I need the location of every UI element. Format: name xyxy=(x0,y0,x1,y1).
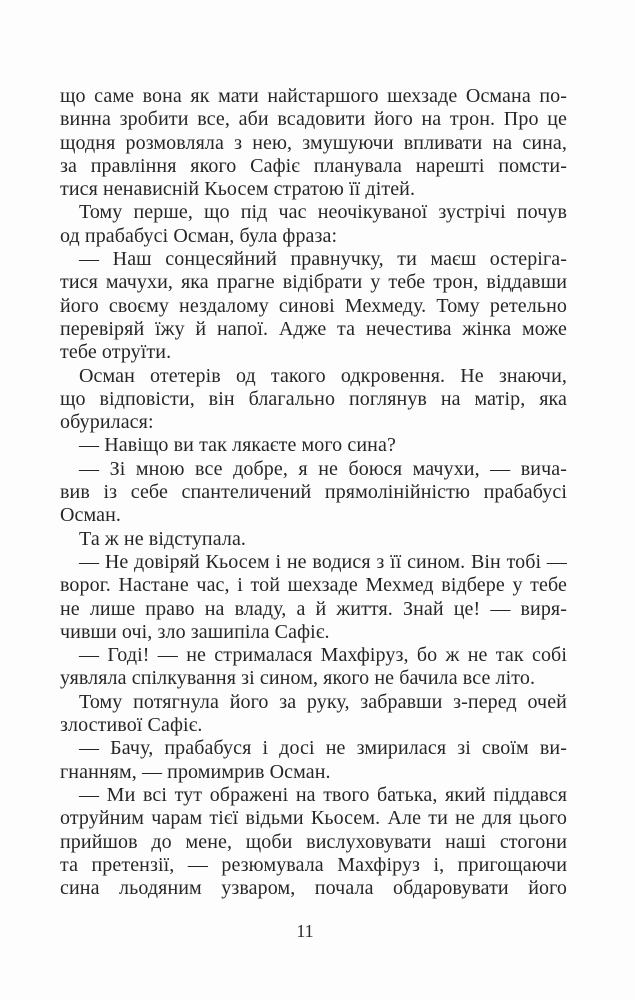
text-line: сина льодяним узваром, почала обдаровувати його xyxy=(60,877,567,900)
text-line: гнанням, — промимрив Осман. xyxy=(60,760,331,783)
text-line: тебе отруїти. xyxy=(60,341,172,364)
text-line: вив із себе спантеличений прямолінійністю прабабусі xyxy=(60,481,567,504)
text-line: що відповісти, він благально поглянув на матір, яка xyxy=(60,387,567,410)
text-line: уявляла спілкування зі сином, якого не бачила все літо. xyxy=(60,667,536,690)
text-line: — Ми всі тут ображені на твого батька, який піддався xyxy=(79,783,567,806)
text-line: Осман отетерів од такого одкровення. Не знаючи, xyxy=(79,364,567,387)
text-line: — Годі! — не стрималася Махфіруз, бо ж не так собі xyxy=(79,644,567,667)
page-number: 11 xyxy=(296,921,314,941)
text-line: Тому перше, що під час неочікуваної зустрічі почув xyxy=(79,201,567,224)
text-line: отруйним чарам тієї відьми Кьосем. Але ти не для цього xyxy=(60,807,567,830)
text-line: Осман. xyxy=(60,504,122,527)
text-line: що саме вона як мати найстаршого шехзаде Османа по- xyxy=(60,85,567,107)
text-line: перевіряй їжу й напої. Адже та нечестива жінка може xyxy=(60,317,567,340)
text-line: тися ненависній Кьосем стратою її дітей. xyxy=(60,178,416,201)
text-line: та претензії, — резюмувала Махфіруз і, пригощаючи xyxy=(60,853,567,876)
text-line: — Навіщо ви так лякаєте мого сина? xyxy=(79,434,396,457)
text-line: винна зробити все, аби всадовити його на трон. Про це xyxy=(60,108,567,131)
text-line: ворог. Настане час, і той шехзаде Мехмед відбере у тебе xyxy=(60,574,567,597)
text-line: щодня розмовляла з нею, змушуючи впливати на сина, xyxy=(60,131,567,154)
text-line: од прабабусі Осман, була фраза: xyxy=(60,224,338,247)
text-line: чивши очі, зло зашипіла Сафіє. xyxy=(60,620,330,643)
text-line: тися мачухи, яка прагне відібрати у тебе трон, віддавши xyxy=(60,271,567,294)
text-line: не лише право на владу, а й життя. Знай це! — виря- xyxy=(60,597,567,620)
text-line: — Наш сонцесяйний правнучку, ти маєш остеріга- xyxy=(79,248,567,271)
page-text xyxy=(60,85,567,900)
text-line: — Не довіряй Кьосем і не водися з її сином. Він тобі — xyxy=(79,550,567,573)
text-line: злостивої Сафіє. xyxy=(60,714,203,737)
text-line: — Бачу, прабабуся і досі не змирилася зі своїм ви- xyxy=(79,737,567,760)
text-line: — Зі мною все добре, я не боюся мачухи, — вича- xyxy=(79,457,567,480)
text-line: за правління якого Сафіє планувала нарешті помсти- xyxy=(60,154,567,177)
text-line: обурилася: xyxy=(60,411,154,434)
text-line: Тому потягнула його за руку, забравши з-перед очей xyxy=(79,690,567,713)
text-line: Та ж не відступала. xyxy=(79,527,247,550)
text-line: його своєму нездалому синові Мехмеду. Тому ретельно xyxy=(60,294,567,317)
text-line: прийшов до мене, щоби вислуховувати наші стогони xyxy=(60,830,567,853)
